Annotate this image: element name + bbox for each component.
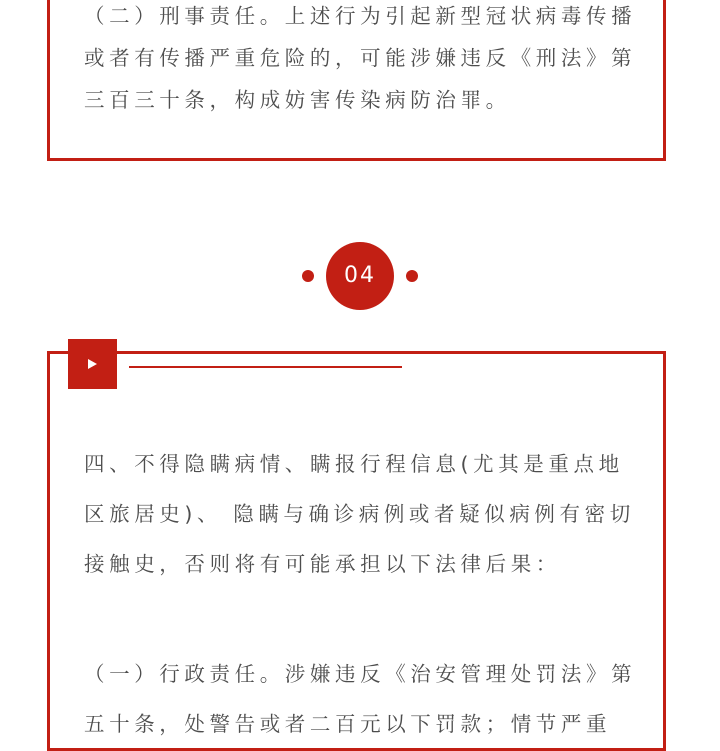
divider-dot-right bbox=[406, 270, 418, 282]
text-line: 接触史，否则将有可能承担以下法律后果： bbox=[84, 552, 561, 576]
text-line: 四、不得隐瞒病情、瞒报行程信息(尤其是重点地 bbox=[84, 452, 624, 476]
play-icon bbox=[88, 359, 97, 369]
text-line: 或者有传播严重危险的，可能涉嫌违反《刑法》第 bbox=[84, 46, 637, 70]
text-line: 三百三十条，构成妨害传染病防治罪。 bbox=[84, 88, 511, 112]
administrative-liability-paragraph bbox=[84, 649, 636, 749]
text-line: 区旅居史)、 隐瞒与确诊病例或者疑似病例有密切 bbox=[84, 502, 635, 526]
divider-dot-left bbox=[302, 270, 314, 282]
text-line: （一）行政责任。涉嫌违反《治安管理处罚法》第 bbox=[84, 662, 637, 686]
concealment-warning-paragraph bbox=[84, 439, 635, 589]
section-number-badge: 04 bbox=[326, 242, 394, 310]
header-rule bbox=[129, 366, 402, 368]
section-divider bbox=[300, 242, 420, 310]
section-header-tab bbox=[68, 339, 117, 389]
text-line: 五十条，处警告或者二百元以下罚款；情节严重 bbox=[84, 712, 612, 736]
text-line: （二）刑事责任。上述行为引起新型冠状病毒传播 bbox=[84, 4, 637, 28]
criminal-liability-paragraph bbox=[84, 0, 636, 121]
